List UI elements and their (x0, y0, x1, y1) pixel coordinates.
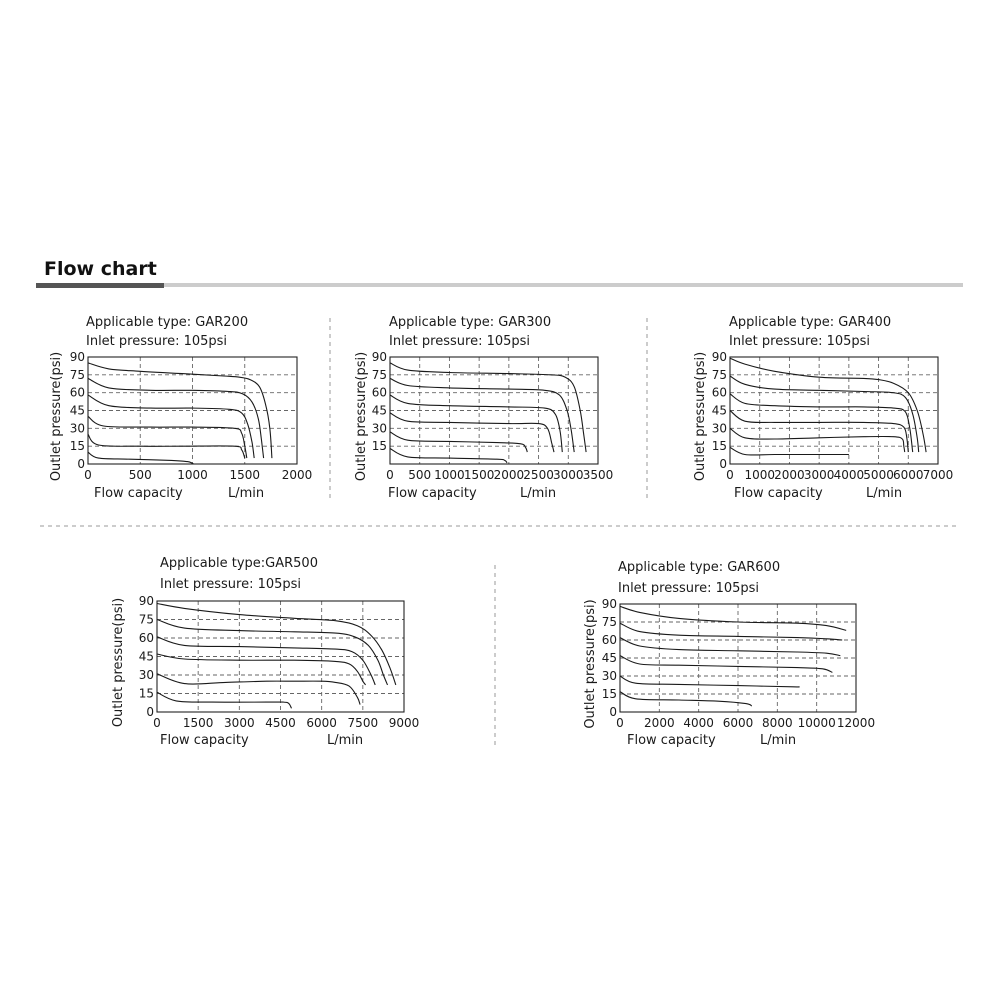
y-tick-label: 15 (69, 439, 85, 454)
y-tick-label: 90 (138, 594, 154, 608)
y-tick-label: 30 (601, 669, 617, 683)
y-axis-label: Outlet pressure(psi) (354, 351, 369, 482)
y-tick-label: 0 (719, 457, 727, 471)
x-tick-label: 500 (408, 468, 432, 482)
section-title-underline-dark (36, 283, 164, 288)
x-tick-label: 1000 (434, 468, 465, 482)
y-tick-label: 60 (711, 385, 727, 400)
x-tick-label: 8000 (762, 716, 793, 730)
x-axis-unit: L/min (520, 486, 557, 501)
x-tick-label: 6000 (722, 716, 754, 730)
x-axis-label: Flow capacity (160, 733, 249, 748)
x-tick-label: 0 (616, 716, 624, 730)
x-tick-label: 2000 (774, 468, 805, 482)
y-tick-label: 0 (146, 705, 154, 719)
x-tick-label: 6000 (893, 468, 924, 482)
x-tick-label: 2000 (493, 468, 525, 482)
x-tick-label: 500 (128, 468, 152, 482)
x-tick-label: 7500 (347, 716, 379, 730)
y-tick-label: 30 (371, 421, 387, 436)
x-axis-unit: L/min (760, 733, 797, 748)
x-axis-label: Flow capacity (734, 486, 823, 501)
y-tick-label: 15 (601, 687, 617, 701)
y-tick-label: 90 (601, 597, 617, 611)
x-tick-label: 6000 (306, 716, 337, 730)
y-tick-label: 75 (138, 612, 154, 627)
x-tick-label: 12000 (836, 716, 876, 730)
x-axis-label: Flow capacity (388, 486, 477, 501)
chart-caption-inlet-pressure: Inlet pressure: 105psi (160, 577, 302, 592)
y-tick-label: 90 (69, 350, 85, 364)
chart-caption-type: Applicable type:GAR500 (160, 556, 318, 571)
y-tick-label: 60 (69, 385, 85, 400)
chart-caption-type: Applicable type: GAR600 (618, 560, 781, 575)
x-axis-unit: L/min (866, 486, 903, 501)
x-tick-label: 0 (726, 468, 734, 482)
section-title-underline-light (164, 283, 963, 287)
y-tick-label: 75 (69, 367, 85, 382)
chart-caption-type: Applicable type: GAR400 (729, 315, 892, 330)
x-tick-label: 3000 (553, 468, 584, 482)
x-tick-label: 4000 (683, 716, 714, 730)
y-tick-label: 60 (371, 385, 387, 400)
chart-caption-inlet-pressure: Inlet pressure: 105psi (729, 334, 871, 349)
chart-caption-inlet-pressure: Inlet pressure: 105psi (389, 334, 531, 349)
y-tick-label: 90 (371, 350, 387, 364)
y-tick-label: 15 (138, 686, 154, 701)
section-title: Flow chart (44, 258, 157, 280)
y-tick-label: 15 (371, 439, 387, 454)
y-axis-label: Outlet pressure(psi) (583, 599, 598, 729)
x-tick-label: 4500 (265, 716, 296, 730)
y-tick-label: 60 (138, 631, 154, 645)
x-tick-label: 2000 (644, 716, 675, 730)
y-tick-label: 75 (371, 367, 387, 382)
y-axis-label: Outlet pressure(psi) (49, 351, 64, 482)
x-tick-label: 2000 (281, 468, 313, 482)
x-tick-label: 0 (153, 716, 161, 730)
chart-caption-type: Applicable type: GAR200 (86, 315, 249, 330)
x-tick-label: 9000 (388, 716, 420, 730)
y-tick-label: 30 (711, 421, 727, 436)
chart-caption-type: Applicable type: GAR300 (389, 315, 552, 330)
y-tick-label: 75 (711, 367, 727, 382)
y-tick-label: 30 (138, 668, 154, 682)
x-tick-label: 2500 (523, 468, 554, 482)
x-tick-label: 5000 (863, 468, 894, 482)
y-tick-label: 45 (69, 403, 85, 418)
x-tick-label: 0 (84, 468, 92, 482)
chart-caption-inlet-pressure: Inlet pressure: 105psi (618, 581, 760, 596)
x-tick-label: 7000 (922, 468, 954, 482)
y-tick-label: 45 (138, 649, 154, 664)
y-tick-label: 60 (601, 633, 617, 647)
y-axis-label: Outlet pressure(psi) (693, 351, 708, 482)
x-axis-label: Flow capacity (627, 733, 716, 748)
x-tick-label: 0 (386, 468, 394, 482)
y-tick-label: 15 (711, 439, 727, 454)
y-tick-label: 75 (601, 615, 617, 629)
y-tick-label: 30 (69, 421, 85, 436)
x-tick-label: 1500 (182, 716, 214, 730)
x-tick-label: 3000 (803, 468, 835, 482)
y-tick-label: 90 (711, 350, 727, 364)
chart-caption-inlet-pressure: Inlet pressure: 105psi (86, 334, 228, 349)
x-axis-unit: L/min (327, 733, 364, 748)
x-tick-label: 1000 (744, 468, 775, 482)
x-axis-unit: L/min (228, 486, 265, 501)
x-tick-label: 3500 (582, 468, 614, 482)
x-tick-label: 4000 (833, 468, 865, 482)
x-axis-label: Flow capacity (94, 486, 183, 501)
y-tick-label: 0 (609, 705, 617, 719)
y-tick-label: 45 (711, 403, 727, 418)
x-tick-label: 1000 (177, 468, 208, 482)
x-tick-label: 3000 (224, 716, 255, 730)
x-tick-label: 1500 (463, 468, 495, 482)
x-tick-label: 1500 (229, 468, 261, 482)
x-tick-label: 10000 (797, 716, 836, 730)
y-tick-label: 0 (77, 457, 85, 471)
y-tick-label: 45 (601, 651, 617, 665)
y-axis-label: Outlet pressure(psi) (111, 597, 126, 728)
y-tick-label: 45 (371, 403, 387, 418)
